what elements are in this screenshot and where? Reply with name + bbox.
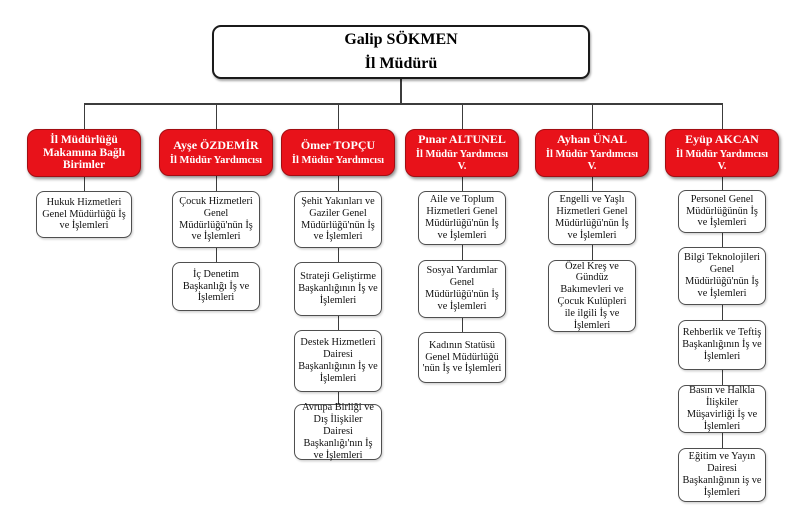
column-2-header	[159, 129, 273, 176]
node-label: Çocuk Hizmetleri Genel Müdürlüğü'nün İş ve İşlemleri	[179, 195, 253, 243]
root-node	[212, 25, 590, 79]
node-label: Şehit Yakınları ve Gaziler Genel Müdürlüğü'nün İş ve İşlemleri	[301, 195, 375, 243]
connector-spine	[84, 103, 722, 105]
header-subtitle: İl Müdür Yardımcısı	[291, 154, 385, 166]
header-title: Ömer TOPÇU	[300, 137, 376, 152]
column-4-header	[405, 129, 519, 177]
header-subtitle: İl Müdür Yardımcısı	[545, 148, 639, 160]
node-label: Sosyal Yardımlar Genel Müdürlüğü'nün İş ve İşlemleri	[425, 265, 499, 312]
header-title: İl Müdürlüğü Makamına Bağlı Birimler	[42, 134, 126, 172]
header-subtitle: İl Müdür Yardımcısı	[169, 154, 263, 166]
header-acting: V.	[587, 161, 597, 173]
node-col5-child1	[548, 191, 636, 245]
header-title: Eyüp AKCAN	[685, 132, 759, 147]
node-label: Bilgi Teknolojileri Genel Müdürlüğü'nün İş ve İşlemleri	[683, 252, 761, 299]
node-col3-child2	[294, 262, 382, 316]
header-subtitle: İl Müdür Yardımcısı	[415, 148, 509, 160]
column-6-header	[665, 129, 779, 177]
node-col4-child1	[418, 191, 506, 245]
node-label: Hukuk Hizmetleri Genel Müdürlüğü İş ve İşlemleri	[42, 196, 126, 232]
node-col2-child2	[172, 262, 260, 311]
node-col5-child2	[548, 260, 636, 332]
node-col1-child1	[36, 191, 132, 238]
node-label: Basın ve Halkla İlişkiler Müşavirliği İş ve İşlemleri	[686, 385, 758, 432]
root-name: Galip SÖKMEN	[344, 30, 458, 48]
header-subtitle: İl Müdür Yardımcısı	[675, 148, 769, 160]
node-label: Destek Hizmetleri Dairesi Başkanlığının İş ve İşlemleri	[298, 337, 378, 384]
node-label: Avrupa Birliği ve Dış İlişkiler Dairesi Başkanlığı'nın İş ve İşlemleri	[302, 402, 374, 461]
node-col6-child1	[678, 190, 766, 233]
node-col3-child1	[294, 191, 382, 248]
node-label: Özel Kreş ve Gündüz Bakımevleri ve Çocuk Kulüpleri ile ilgili İş ve İşlemleri	[557, 260, 627, 331]
header-acting: V.	[457, 161, 467, 173]
node-label: Eğitim ve Yayın Dairesi Başkanlığının iş ve İşlemleri	[682, 451, 762, 498]
node-col4-child3	[418, 332, 506, 383]
header-acting: V.	[717, 161, 727, 173]
node-col6-child2	[678, 247, 766, 305]
node-label: Rehberlik ve Teftiş Başkanlığının İş ve İşlemleri	[682, 327, 762, 362]
node-col3-child3	[294, 330, 382, 392]
node-col6-child3	[678, 320, 766, 370]
root-title: İl Müdürü	[364, 54, 438, 72]
column-3-header	[281, 129, 395, 176]
node-col3-child4	[294, 404, 382, 460]
node-label: Personel Genel Müdürlüğünün İş ve İşlemleri	[686, 193, 758, 229]
header-title: Ayşe ÖZDEMİR	[173, 137, 259, 152]
node-label: Engelli ve Yaşlı Hizmetleri Genel Müdürlüğü'nün İş ve İşlemleri	[555, 194, 629, 241]
header-title: Ayhan ÜNAL	[556, 132, 628, 147]
node-col6-child4	[678, 385, 766, 433]
node-col6-child5	[678, 448, 766, 502]
node-label: Strateji Geliştirme Başkanlığının İş ve İşlemleri	[298, 271, 378, 306]
node-label: Kadının Statüsü Genel Müdürlüğü 'nün İş ve İşlemleri	[422, 339, 502, 375]
column-5-header	[535, 129, 649, 177]
node-label: Aile ve Toplum Hizmetleri Genel Müdürlüğü'nün İş ve İşlemleri	[425, 194, 499, 241]
node-col2-child1	[172, 191, 260, 248]
column-1-header	[27, 129, 141, 177]
header-title: Pınar ALTUNEL	[418, 132, 506, 147]
node-label: İç Denetim Başkanlığı İş ve İşlemleri	[182, 268, 250, 304]
node-col4-child2	[418, 260, 506, 318]
connector-root-stem	[400, 79, 402, 103]
